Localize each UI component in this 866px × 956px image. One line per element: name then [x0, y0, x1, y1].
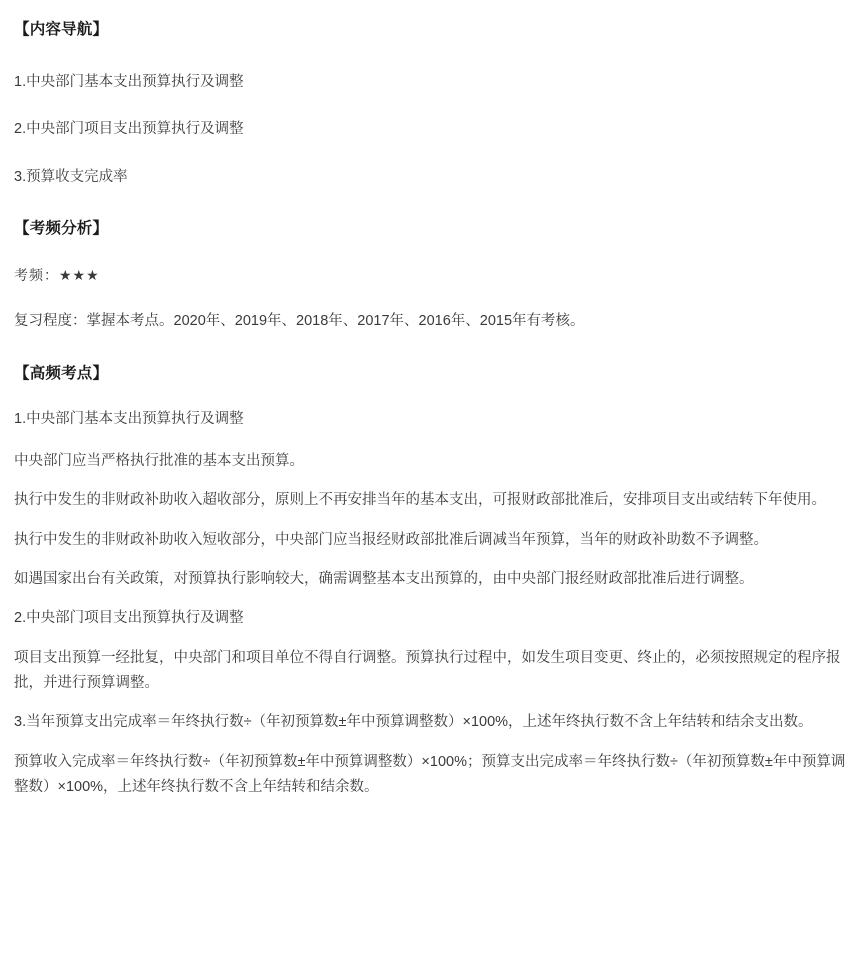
point-3-body-2: 预算收入完成率＝年终执行数÷（年初预算数±年中预算调整数）×100%；预算支出完成率＝年终执行数÷（年初预算数±年中预算调整数）×100%，上述年终执行数不含上年结转和结余数。 — [14, 753, 846, 796]
exam-frequency-rating: 考频：★★★ — [14, 266, 100, 283]
point-1-body-4: 如遇国家出台有关政策，对预算执行影响较大，确需调整基本支出预算的，由中央部门报经财政部批准后进行调整。 — [14, 570, 754, 587]
point-1-title: 1.中央部门基本支出预算执行及调整 — [14, 411, 244, 428]
section-heading-frequency-analysis: 【考频分析】 — [14, 219, 109, 237]
review-level-text: 复习程度：掌握本考点。2020年、2019年、2018年、2017年、2016年、2015年有考核。 — [14, 313, 585, 330]
nav-item-3: 3.预算收支完成率 — [14, 168, 128, 185]
point-1-body-1: 中央部门应当严格执行批准的基本支出预算。 — [14, 452, 304, 469]
point-1-body-2: 执行中发生的非财政补助收入超收部分，原则上不再安排当年的基本支出，可报财政部批准后，安排项目支出或结转下年使用。 — [14, 492, 826, 509]
nav-item-1: 1.中央部门基本支出预算执行及调整 — [14, 73, 244, 90]
point-2-body-1: 项目支出预算一经批复，中央部门和项目单位不得自行调整。预算执行过程中，如发生项目变更、终止的，必须按照规定的程序报批，并进行预算调整。 — [14, 649, 841, 692]
section-heading-navigation: 【内容导航】 — [14, 21, 109, 38]
point-1-body-3: 执行中发生的非财政补助收入短收部分，中央部门应当报经财政部批准后调减当年预算，当年的财政补助数不予调整。 — [14, 531, 768, 548]
nav-item-2: 2.中央部门项目支出预算执行及调整 — [14, 121, 244, 138]
section-heading-high-frequency-points: 【高频考点】 — [14, 364, 109, 382]
point-3-body-1: 3.当年预算支出完成率＝年终执行数÷（年初预算数±年中预算调整数）×100%，上述年终执行数不含上年结转和结余支出数。 — [14, 714, 813, 731]
point-2-title: 2.中央部门项目支出预算执行及调整 — [14, 610, 244, 627]
